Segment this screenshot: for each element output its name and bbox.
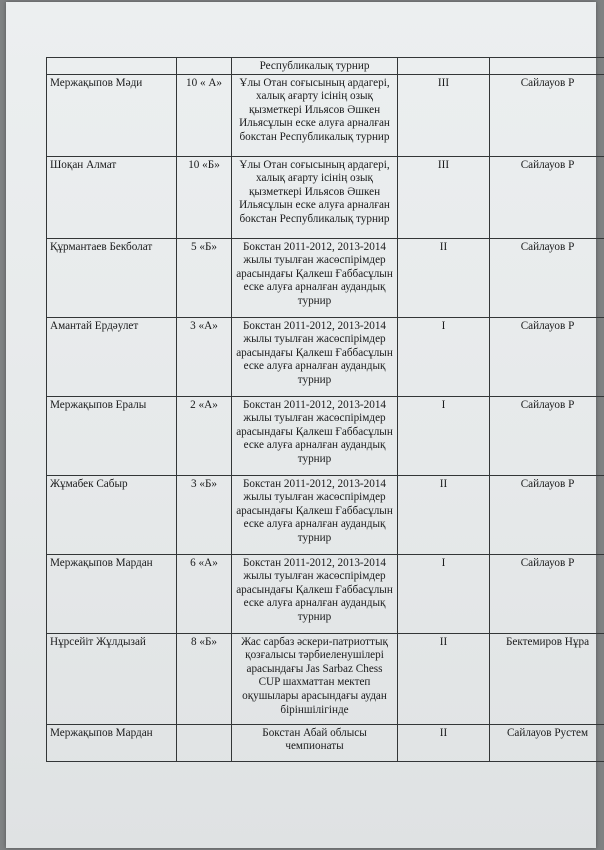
event-cell: Бокстан 2011-2012, 2013-2014 жылы туылған жасөспірімдер арасындағы Қалкеш Ғаббасұлын еске алуға арналған аудандық турнир bbox=[232, 475, 398, 554]
student-name-cell: Шоқан Алмат bbox=[47, 156, 177, 238]
coach-cell bbox=[490, 58, 604, 75]
class-cell bbox=[177, 58, 232, 75]
class-cell: 5 «Б» bbox=[177, 238, 232, 317]
table-row bbox=[47, 238, 604, 317]
coach-cell: Сайлауов Р bbox=[490, 156, 604, 238]
event-cell: Ұлы Отан соғысының ардагері, халық ағарту ісінің озық қызметкері Ильясов Әшкен Ильясұлын еске алуға арналған бокстан Республикалық турнир bbox=[232, 74, 398, 156]
class-cell: 3 «А» bbox=[177, 317, 232, 396]
class-cell: 2 «А» bbox=[177, 396, 232, 475]
student-name-cell: Мержақыпов Ералы bbox=[47, 396, 177, 475]
student-name-cell: Жұмабек Сабыр bbox=[47, 475, 177, 554]
coach-cell: Сайлауов Р bbox=[490, 238, 604, 317]
event-cell: Бокстан 2011-2012, 2013-2014 жылы туылған жасөспірімдер арасындағы Қалкеш Ғаббасұлын еске алуға арналған аудандық турнир bbox=[232, 238, 398, 317]
class-cell: 10 « А» bbox=[177, 74, 232, 156]
coach-cell: Сайлауов Рустем bbox=[490, 724, 604, 761]
class-cell: 3 «Б» bbox=[177, 475, 232, 554]
awards-table bbox=[46, 57, 604, 762]
table-row bbox=[47, 74, 604, 156]
student-name-cell: Құрмантаев Бекболат bbox=[47, 238, 177, 317]
place-cell: II bbox=[398, 724, 490, 761]
table-row bbox=[47, 317, 604, 396]
place-cell bbox=[398, 58, 490, 75]
place-cell: II bbox=[398, 238, 490, 317]
place-cell: III bbox=[398, 156, 490, 238]
student-name-cell bbox=[47, 58, 177, 75]
coach-cell: Сайлауов Р bbox=[490, 74, 604, 156]
student-name-cell: Мержақыпов Мардан bbox=[47, 554, 177, 633]
event-cell: Бокстан Абай облысы чемпионаты bbox=[232, 724, 398, 761]
class-cell: 10 «Б» bbox=[177, 156, 232, 238]
coach-cell: Сайлауов Р bbox=[490, 554, 604, 633]
place-cell: II bbox=[398, 475, 490, 554]
event-cell: Жас сарбаз әскери-патриоттық қозғалысы тәрбиеленушілері арасындағы Jas Sarbaz Chess CUP шахматтан мектеп оқушылары арасындағы аудан біріншілігінде bbox=[232, 633, 398, 724]
table-row bbox=[47, 156, 604, 238]
student-name-cell: Амантай Ердәулет bbox=[47, 317, 177, 396]
coach-cell: Бектемиров Нұра bbox=[490, 633, 604, 724]
event-cell: Бокстан 2011-2012, 2013-2014 жылы туылған жасөспірімдер арасындағы Қалкеш Ғаббасұлын еске алуға арналған аудандық турнир bbox=[232, 317, 398, 396]
class-cell: 8 «Б» bbox=[177, 633, 232, 724]
class-cell bbox=[177, 724, 232, 761]
place-cell: I bbox=[398, 554, 490, 633]
table-row bbox=[47, 58, 604, 75]
student-name-cell: Мержақыпов Мардан bbox=[47, 724, 177, 761]
place-cell: III bbox=[398, 74, 490, 156]
coach-cell: Сайлауов Р bbox=[490, 317, 604, 396]
student-name-cell: Мержақыпов Мәди bbox=[47, 74, 177, 156]
event-cell: Бокстан 2011-2012, 2013-2014 жылы туылған жасөспірімдер арасындағы Қалкеш Ғаббасұлын еске алуға арналған аудандық турнир bbox=[232, 396, 398, 475]
place-cell: II bbox=[398, 633, 490, 724]
event-cell: Бокстан 2011-2012, 2013-2014 жылы туылған жасөспірімдер арасындағы Қалкеш Ғаббасұлын еске алуға арналған аудандық турнир bbox=[232, 554, 398, 633]
place-cell: I bbox=[398, 396, 490, 475]
student-name-cell: Нұрсейіт Жұлдызай bbox=[47, 633, 177, 724]
coach-cell: Сайлауов Р bbox=[490, 396, 604, 475]
place-cell: I bbox=[398, 317, 490, 396]
event-cell: Республикалық турнир bbox=[232, 58, 398, 75]
table-row bbox=[47, 724, 604, 761]
class-cell: 6 «А» bbox=[177, 554, 232, 633]
table-row bbox=[47, 633, 604, 724]
table-row bbox=[47, 396, 604, 475]
table-row bbox=[47, 554, 604, 633]
table-row bbox=[47, 475, 604, 554]
event-cell: Ұлы Отан соғысының ардагері, халық ағарту ісінің озық қызметкері Ильясов Әшкен Ильясұлын еске алуға арналған бокстан Республикалық турнир bbox=[232, 156, 398, 238]
coach-cell: Сайлауов Р bbox=[490, 475, 604, 554]
